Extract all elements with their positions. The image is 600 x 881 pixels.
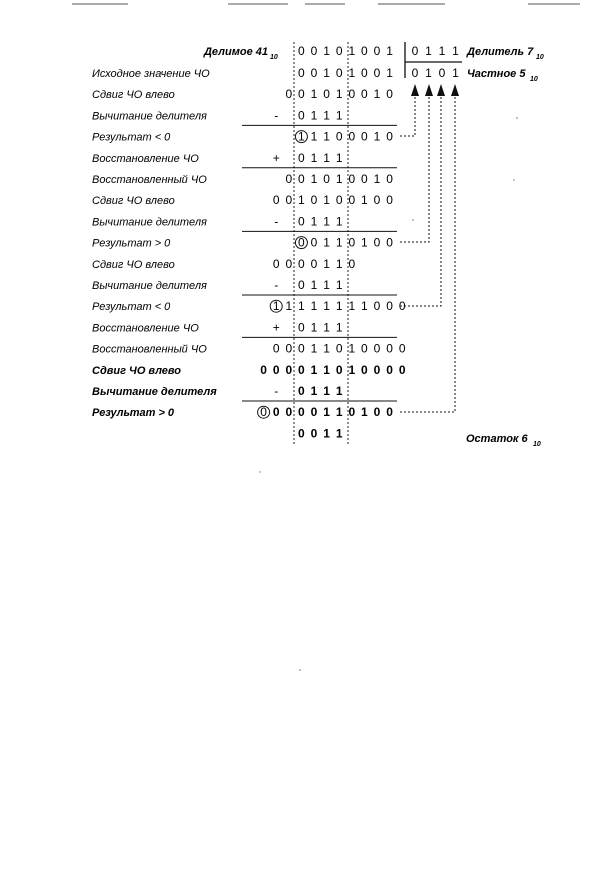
register-bit: 1 [323, 193, 330, 208]
register-bit: 0 [361, 341, 368, 356]
register-bit: 1 [335, 214, 343, 229]
step-label: Сдвиг ЧО влево [92, 89, 175, 102]
register-bit: 1 [310, 362, 318, 377]
register-bit: 0 [373, 362, 381, 377]
register-bit: 0 [398, 299, 406, 314]
register-bit: 1 [335, 235, 343, 250]
register-bit: 0 [361, 66, 368, 80]
register-bit: 1 [310, 150, 318, 165]
quotient-bit: 0 [438, 66, 446, 80]
register-bit: 1 [373, 129, 381, 144]
step-label: Вычитание делителя [92, 110, 207, 123]
dividend-bit: 1 [386, 44, 393, 58]
register-bit: 1 [335, 299, 343, 314]
register-bit: 1 [298, 299, 305, 314]
step-label: Результат < 0 [92, 131, 171, 144]
remainder-label: Остаток 6 [466, 433, 528, 445]
register-bit: 0 [285, 362, 293, 377]
register-bit: 1 [310, 299, 318, 314]
register-bit: 1 [335, 320, 343, 335]
quotient-bit: 1 [452, 66, 459, 80]
register-bit: 0 [348, 87, 356, 102]
register-bit: 0 [386, 87, 393, 102]
register-bit: 0 [386, 362, 393, 377]
register-bit: 1 [361, 235, 368, 250]
register-bit: 1 [335, 150, 343, 165]
register-bit: 1 [323, 299, 330, 314]
register-bit: 0 [335, 193, 343, 208]
register-bit: 0 [310, 193, 318, 208]
register-bit: 1 [348, 299, 356, 314]
register-bit: 0 [272, 256, 280, 271]
register-bit: 1 [310, 384, 318, 398]
register-bit: 0 [361, 172, 368, 186]
register-bit: 0 [272, 193, 280, 208]
register-bit: 1 [323, 426, 330, 441]
register-bit: 0 [272, 362, 280, 377]
register-bit: 1 [335, 405, 343, 420]
step-label: Результат > 0 [92, 407, 175, 420]
register-bit: 1 [323, 278, 330, 292]
register-bit: 1 [348, 66, 356, 80]
register-bit: 0 [398, 362, 406, 377]
step-label: Сдвиг ЧО влево [92, 195, 175, 208]
step-label: Результат > 0 [92, 237, 171, 250]
sign-bit: 0 [260, 405, 267, 420]
step-label: Восстановленный ЧО [92, 174, 207, 186]
step-label: Результат < 0 [92, 301, 171, 314]
register-bit: 1 [310, 341, 318, 356]
step-label: Вычитание делителя [92, 216, 207, 229]
register-bit: 0 [386, 235, 393, 250]
dividend-bit: 0 [298, 44, 305, 58]
register-bit: 0 [310, 66, 318, 80]
register-bit: 1 [310, 214, 318, 229]
register-bit: 0 [386, 129, 393, 144]
divisor-subscript: 10 [536, 54, 544, 61]
dividend-bit: 1 [323, 44, 330, 58]
register-bit: 1 [323, 150, 330, 165]
register-bit: 1 [310, 129, 318, 144]
dividend-subscript: 10 [270, 54, 278, 61]
register-bit: 0 [348, 405, 356, 420]
operation-sign: - [274, 108, 279, 123]
register-bit: 1 [285, 299, 293, 314]
sign-bit: 1 [272, 299, 280, 314]
register-bit: 0 [310, 426, 318, 441]
register-bit: 1 [335, 108, 343, 123]
step-label: Сдвиг ЧО влево [92, 364, 181, 377]
quotient-label: Частное 5 [467, 68, 526, 80]
register-bit: 0 [298, 214, 305, 229]
register-bit: 1 [310, 87, 318, 102]
register-bit: 0 [298, 384, 305, 398]
register-bit: 1 [310, 108, 318, 123]
divisor-bit: 0 [411, 44, 419, 58]
register-bit: 1 [310, 320, 318, 335]
register-bit: 0 [298, 278, 305, 292]
register-bit: 0 [298, 341, 305, 356]
register-bit: 0 [398, 341, 406, 356]
register-bit: 1 [335, 384, 343, 398]
register-bit: 1 [323, 214, 330, 229]
step-label: Восстановление ЧО [92, 322, 199, 335]
register-bit: 0 [285, 193, 293, 208]
register-bit: 0 [285, 172, 293, 186]
step-label: Вычитание делителя [92, 280, 207, 292]
register-bit: 0 [260, 362, 267, 377]
register-bit: 0 [298, 66, 305, 80]
register-bit: 1 [361, 193, 368, 208]
register-bit: 1 [323, 129, 330, 144]
register-bit: 0 [310, 256, 318, 271]
register-bit: 0 [348, 129, 356, 144]
sign-bit: 1 [298, 129, 305, 144]
dividend-bit: 1 [348, 44, 356, 58]
register-bit: 1 [373, 172, 381, 186]
register-bit: 0 [386, 193, 393, 208]
register-bit: 0 [386, 341, 393, 356]
operation-sign: + [272, 150, 280, 165]
step-label: Исходное значение ЧО [92, 68, 210, 80]
operation-sign: - [274, 214, 279, 229]
register-bit: 1 [310, 172, 318, 186]
register-bit: 0 [386, 172, 393, 186]
register-bit: 1 [323, 108, 330, 123]
register-bit: 0 [298, 150, 305, 165]
register-bit: 0 [298, 320, 305, 335]
divisor-bit: 1 [425, 44, 432, 58]
register-bit: 0 [285, 341, 293, 356]
register-bit: 0 [348, 256, 356, 271]
register-bit: 0 [373, 193, 381, 208]
dividend-bit: 0 [310, 44, 318, 58]
dividend-bit: 0 [373, 44, 381, 58]
register-bit: 0 [272, 405, 280, 420]
dividend-label: Делимое 41 [203, 46, 268, 58]
remainder-subscript: 10 [533, 441, 541, 448]
register-bit: 1 [386, 66, 393, 80]
register-bit: 0 [323, 87, 330, 102]
register-bit: 0 [310, 405, 318, 420]
register-bit: 1 [348, 341, 356, 356]
dividend-bit: 0 [335, 44, 343, 58]
register-bit: 0 [298, 256, 305, 271]
register-bit: 1 [323, 341, 330, 356]
register-bit: 0 [298, 362, 305, 377]
register-bit: 0 [323, 172, 330, 186]
register-bit: 1 [323, 405, 330, 420]
register-bit: 0 [361, 362, 368, 377]
register-bit: 1 [373, 87, 381, 102]
register-bit: 0 [285, 405, 293, 420]
dividend-bit: 0 [361, 44, 368, 58]
register-bit: 1 [323, 235, 330, 250]
register-bit: 0 [298, 87, 305, 102]
register-bit: 0 [335, 66, 343, 80]
operation-sign: - [274, 278, 279, 292]
register-bit: 1 [310, 278, 318, 292]
register-bit: 0 [272, 341, 280, 356]
register-bit: 0 [285, 256, 293, 271]
divisor-bit: 1 [438, 44, 446, 58]
register-bit: 1 [323, 320, 330, 335]
register-bit: 0 [373, 299, 381, 314]
register-bit: 0 [373, 66, 381, 80]
register-bit: 0 [361, 129, 368, 144]
register-bit: 0 [310, 235, 318, 250]
step-label: Восстановление ЧО [92, 152, 199, 165]
register-bit: 0 [373, 405, 381, 420]
sign-bit: 0 [298, 235, 305, 250]
register-bit: 1 [323, 256, 330, 271]
register-bit: 0 [335, 129, 343, 144]
register-bit: 0 [361, 87, 368, 102]
register-bit: 0 [335, 362, 343, 377]
register-bit: 1 [335, 172, 343, 186]
step-label: Восстановленный ЧО [92, 343, 207, 356]
divisor-bit: 1 [452, 44, 459, 58]
register-bit: 1 [348, 362, 356, 377]
register-bit: 0 [298, 172, 305, 186]
step-label: Вычитание делителя [92, 386, 217, 398]
register-bit: 0 [348, 235, 356, 250]
register-bit: 0 [335, 341, 343, 356]
register-bit: 0 [348, 172, 356, 186]
register-bit: 1 [323, 362, 330, 377]
register-bit: 1 [335, 87, 343, 102]
register-bit: 0 [348, 193, 356, 208]
quotient-subscript: 10 [530, 76, 538, 83]
register-bit: 0 [298, 108, 305, 123]
register-bit: 1 [335, 256, 343, 271]
register-bit: 1 [323, 384, 330, 398]
register-bit: 0 [386, 405, 393, 420]
register-bit: 0 [298, 405, 305, 420]
quotient-bit: 0 [411, 66, 419, 80]
divisor-label: Делитель 7 [467, 46, 534, 58]
register-bit: 0 [298, 426, 305, 441]
register-bit: 1 [361, 299, 368, 314]
register-bit: 1 [298, 193, 305, 208]
register-bit: 0 [386, 299, 393, 314]
register-bit: 1 [335, 426, 343, 441]
register-bit: 1 [335, 278, 343, 292]
register-bit: 0 [373, 235, 381, 250]
step-label: Сдвиг ЧО влево [92, 258, 175, 271]
register-bit: 1 [323, 66, 330, 80]
register-bit: 0 [285, 87, 293, 102]
quotient-bit: 1 [425, 66, 432, 80]
register-bit: 0 [373, 341, 381, 356]
register-bit: 1 [361, 405, 368, 420]
operation-sign: + [272, 320, 280, 335]
operation-sign: - [274, 384, 279, 398]
